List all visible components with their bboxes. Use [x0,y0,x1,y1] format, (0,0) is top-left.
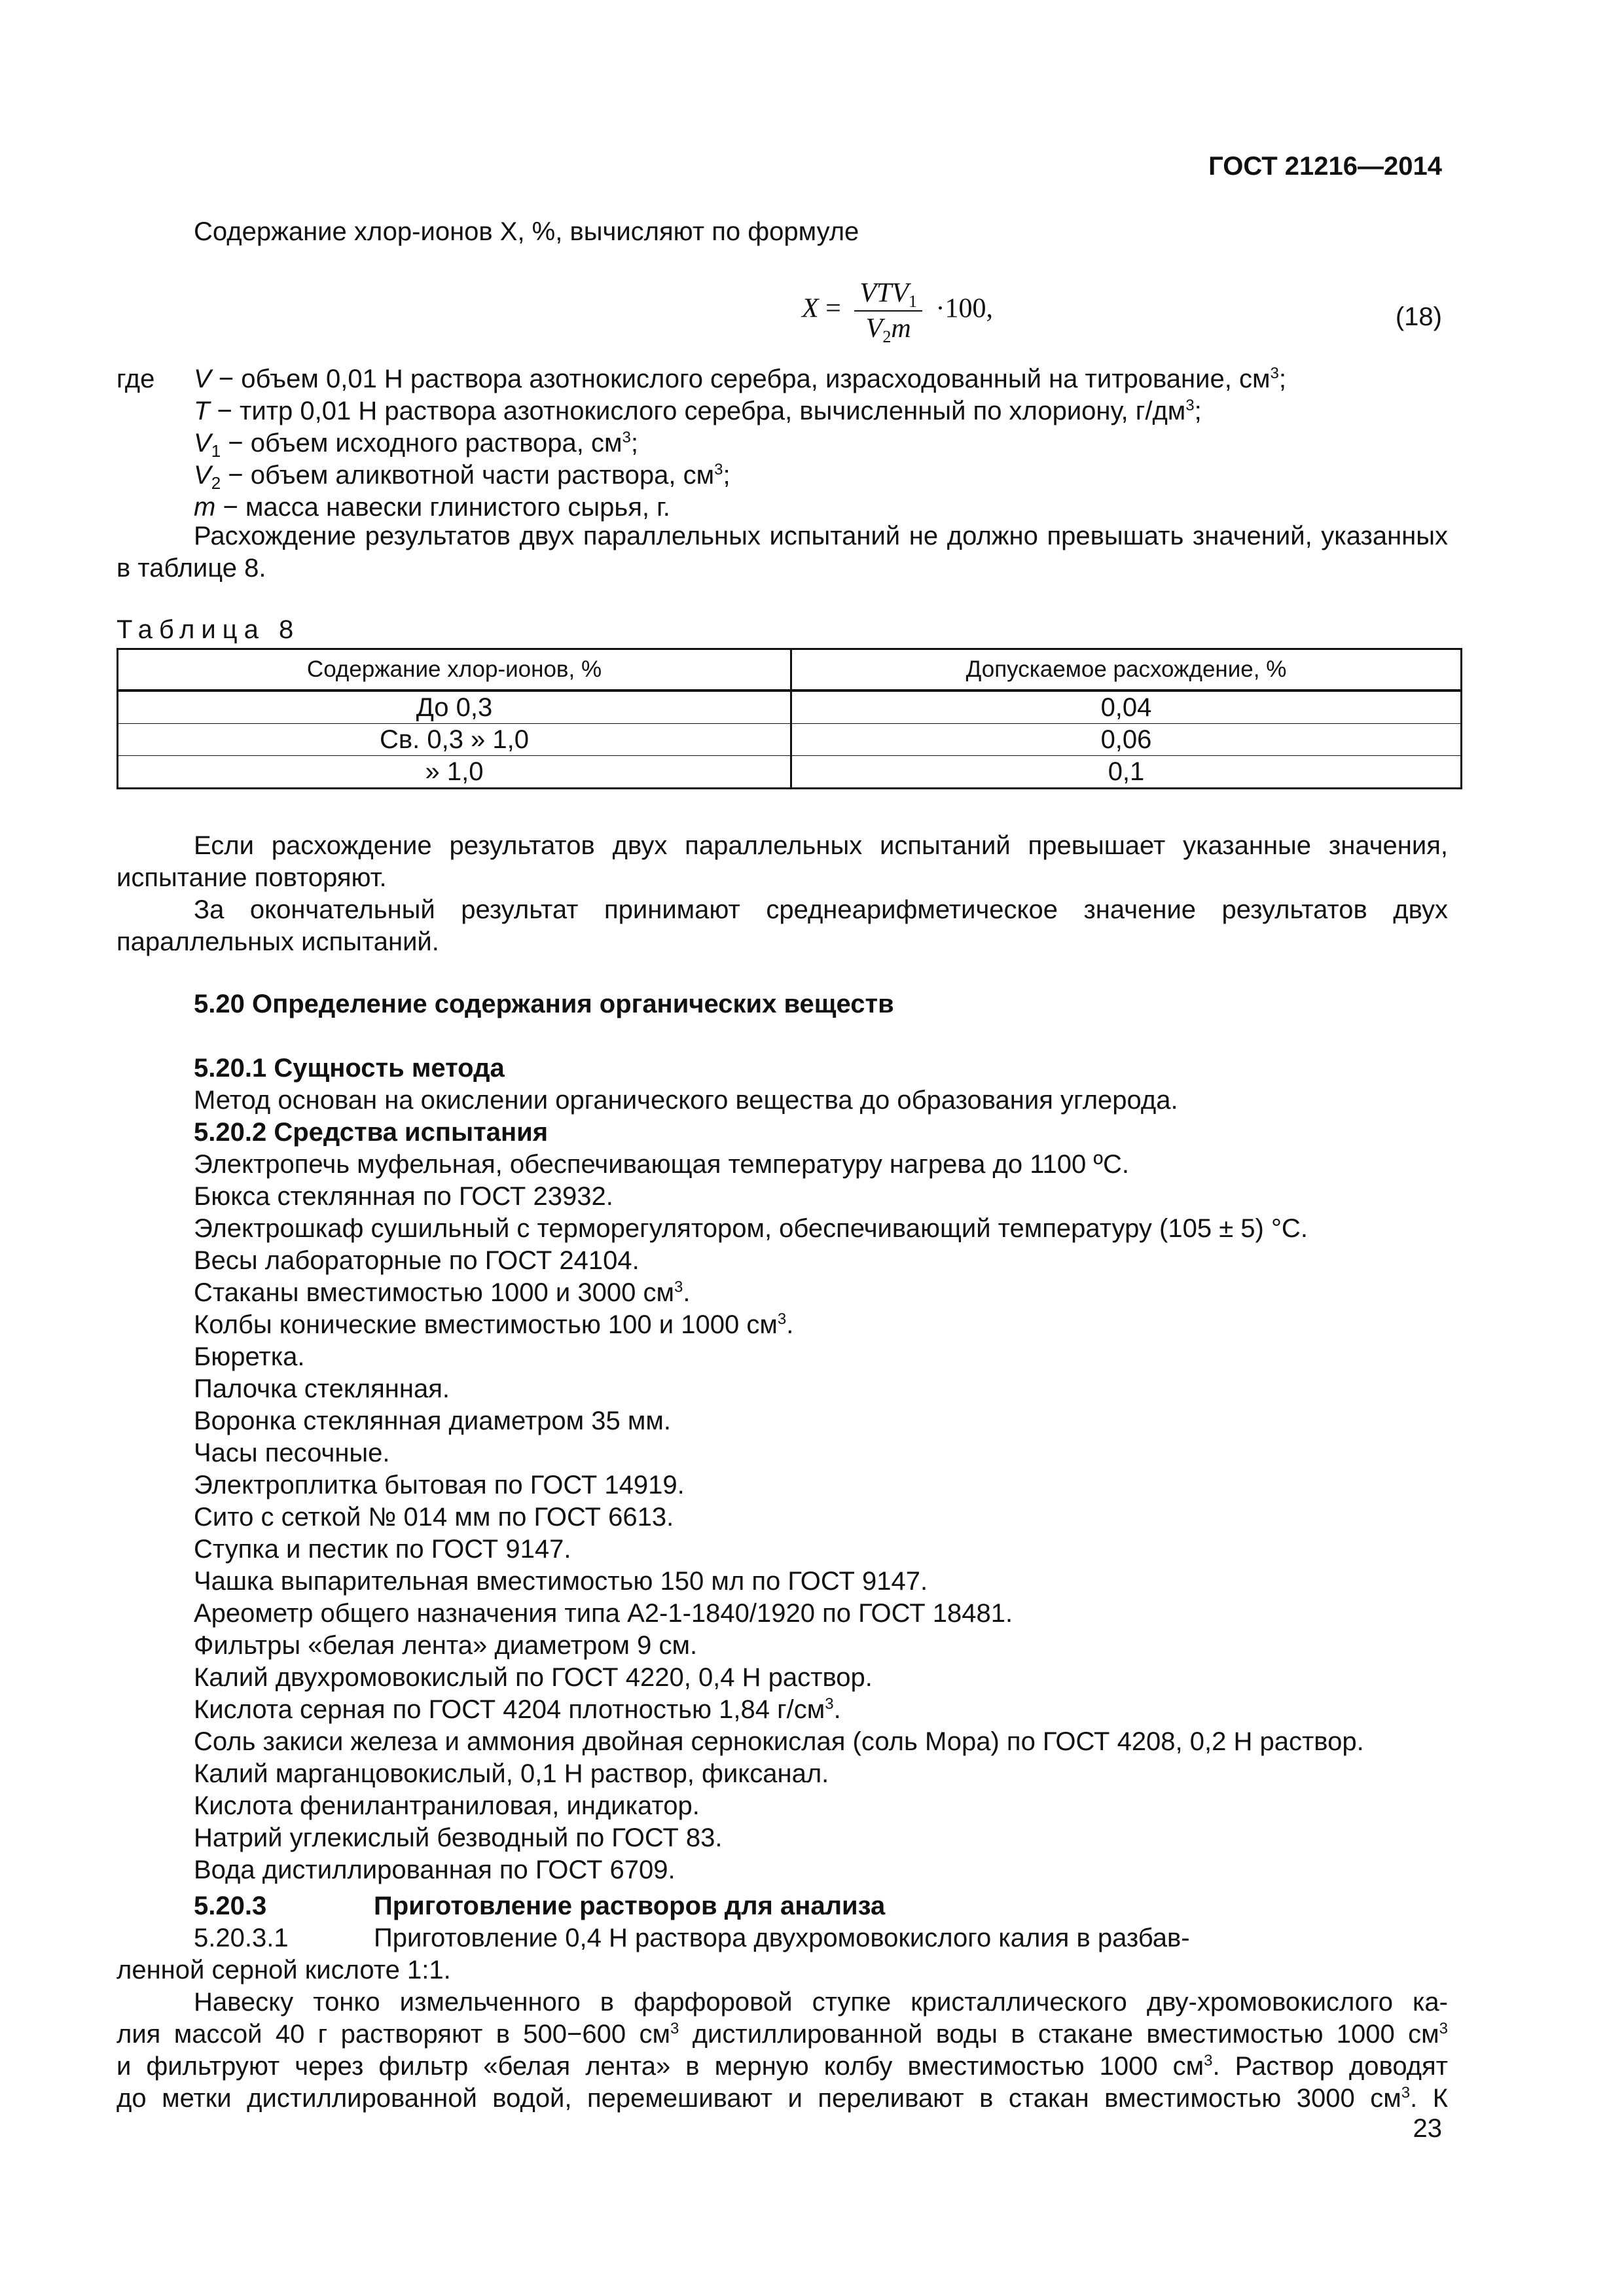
where-text: − объем аликвотной части раствора, см [221,461,715,490]
where-symbol: V [194,429,211,457]
page-number: 23 [1413,2114,1442,2143]
where-item [194,459,731,492]
equipment-text: Чашка выпарительная вместимостью 150 мл по ГОСТ 9147. [194,1567,928,1596]
equipment-item [194,1149,1129,1181]
where-item [194,395,1202,427]
equipment-text: Колбы конические вместимостью 100 и 1000 см [194,1310,778,1339]
formula-fraction [854,278,922,344]
equipment-text: Калий марганцовокислый, 0,1 Н раствор, фиксанал. [194,1759,829,1788]
where-end: ; [630,429,638,457]
equipment-sup: 3 [674,1278,683,1296]
table-cell: » 1,0 [118,756,791,789]
equipment-sup: 3 [777,1310,787,1328]
where-end: ; [1278,365,1286,393]
formula-numerator [854,278,922,312]
section-5-20-1-text: Метод основан на окислении органического вещества до образования углерода. [194,1086,1178,1115]
equipment-item [194,1245,640,1277]
formula-eq: = [825,293,841,324]
where-text: − объем исходного раствора, см [221,429,623,457]
where-label: где [117,365,155,393]
equipment-item [194,1437,390,1469]
table-cell: До 0,3 [118,691,791,724]
section-5-20-3-1-text: Приготовление 0,4 Н раствора двухромовокислого калия в разбав- [374,1924,1190,1952]
equipment-item [194,1373,450,1405]
equipment-item [194,1822,723,1854]
equipment-text: Калий двухромовокислый по ГОСТ 4220, 0,4 Н раствор. [194,1663,873,1692]
where-item [194,363,1286,395]
where-symbol: V [194,365,211,393]
para-final: За окончательный результат принимают среднеарифметическое значение результатов двух параллельных испытаний. [117,895,1448,956]
section-5-20-1-title: 5.20.1 Сущность метода [194,1054,505,1083]
where-symbol: T [194,397,210,425]
equipment-item [194,1534,571,1566]
equipment-item [194,1341,304,1373]
equipment-text: Соль закиси железа и аммония двойная сернокислая (соль Мора) по ГОСТ 4208, 0,2 Н раствор. [194,1727,1364,1756]
equipment-item [194,1501,674,1534]
table-row [118,724,1462,756]
final-text: . Раствор доводят [1212,2052,1449,2081]
final-line [117,2083,1448,2115]
equation-number: (18) [1395,302,1442,331]
equipment-item [194,1758,829,1790]
equipment-item [194,1181,613,1213]
numerator-text: VTV [859,278,909,308]
final-line [117,2051,1448,2083]
denominator-v: V [865,314,883,344]
equipment-text: Часы песочные. [194,1439,390,1467]
equipment-text: Бюретка. [194,1342,305,1371]
equipment-item [194,1469,685,1501]
equipment-text: Ареометр общего назначения типа А2-1-1840/1920 по ГОСТ 18481. [194,1599,1013,1628]
where-end: ; [723,461,731,490]
where-end: ; [1194,397,1202,425]
section-5-20-3-1-number: 5.20.3.1 [194,1924,289,1952]
intro-text: Содержание хлор-ионов X, %, вычисляют по формуле [194,217,859,246]
equipment-text: Электропечь муфельная, обеспечивающая температуру нагрева до 1100 ºС. [194,1150,1129,1179]
final-sup: 3 [1204,2052,1213,2070]
equipment-text: Ступка и пестик по ГОСТ 9147. [194,1535,571,1564]
section-5-20-3-text: Приготовление растворов для анализа [374,1892,886,1920]
equipment-sup: 3 [825,1695,834,1713]
section-5-20-2-title: 5.20.2 Средства испытания [194,1118,549,1147]
section-5-20-3-title [194,1890,885,1922]
final-line [117,1986,1448,2018]
equipment-text: Электроплитка бытовая по ГОСТ 14919. [194,1471,685,1499]
formula-lhs: X [802,293,819,324]
table-row [118,691,1462,724]
equipment-item [194,1277,690,1309]
standard-header: ГОСТ 21216—2014 [1208,152,1442,181]
equipment-text: Весы лабораторные по ГОСТ 24104. [194,1246,640,1275]
equipment-item [194,1854,676,1886]
final-line [117,2018,1448,2051]
section-5-20-3-1-title [194,1922,1190,1954]
equipment-text: Стаканы вместимостью 1000 и 3000 см [194,1278,674,1307]
section-5-20-3-number: 5.20.3 [194,1892,267,1920]
equipment-text: Палочка стеклянная. [194,1374,450,1403]
denominator-sub: 2 [882,327,892,346]
table-header-row [118,649,1462,691]
formula-18 [802,278,993,344]
final-text: дистиллированной воды в стакане вместимостью 1000 см [679,2020,1439,2049]
where-text: − объем 0,01 Н раствора азотнокислого серебра, израсходованный на титрование, см [211,365,1271,393]
final-text: до метки дистиллированной водой, перемешивают и переливают в стакан вместимостью 3000 см [117,2084,1401,2113]
equipment-text: Воронка стеклянная диаметром 35 мм. [194,1407,672,1435]
where-symbol: m [194,493,216,522]
where-symbol-sub: 1 [211,441,221,461]
table-caption: Таблица 8 [117,615,300,644]
final-text: лия массой 40 г растворяют в 500−600 см [117,2020,670,2049]
equipment-item [194,1405,671,1437]
where-symbol: V [194,461,211,490]
equipment-text: Кислота серная по ГОСТ 4204 плотностью 1,84 г/см [194,1695,825,1724]
final-sup: 3 [1439,2020,1448,2037]
equipment-text: Бюкса стеклянная по ГОСТ 23932. [194,1182,613,1211]
para-discrepancy: Расхождение результатов двух параллельных испытаний не должно превышать значений, указанных в таблице 8. [117,522,1448,583]
denominator-m: m [891,314,911,344]
equipment-end: . [786,1310,794,1339]
where-unit-sup: 3 [622,429,631,446]
equipment-item [194,1694,841,1726]
equipment-end: . [833,1695,841,1724]
table-row [118,756,1462,789]
where-symbol-sub: 2 [211,473,221,493]
table-header-cell: Содержание хлор-ионов, % [118,649,791,691]
where-text: − масса навески глинистого сырья, г. [215,493,670,522]
where-item [194,427,638,459]
section-5-20-title: 5.20 Определение содержания органических веществ [194,990,894,1018]
table-header-cell: Допускаемое расхождение, % [791,649,1462,691]
equipment-item [194,1213,1308,1245]
equipment-text: Вода дистиллированная по ГОСТ 6709. [194,1856,676,1884]
formula-factor: ·100, [935,293,994,324]
equipment-item [194,1790,700,1822]
equipment-item [194,1598,1013,1630]
section-5-20-3-1-text-cont: ленной серной кислоте 1:1. [117,1956,451,1984]
where-unit-sup: 3 [1270,365,1279,382]
final-sup: 3 [670,2020,679,2037]
equipment-text: Сито с сеткой № 014 мм по ГОСТ 6613. [194,1503,674,1532]
final-sup: 3 [1401,2084,1411,2102]
equipment-end: . [683,1278,691,1307]
equipment-item [194,1309,793,1341]
where-text: − титр 0,01 Н раствора азотнокислого серебра, вычисленный по хлориону, г/дм [209,397,1186,425]
para-repeat: Если расхождение результатов двух параллельных испытаний превышает указанные значения, испытание повторяют. [117,831,1448,892]
numerator-sub: 1 [909,292,918,311]
table-cell: 0,06 [791,724,1462,756]
equipment-text: Кислота фенилантраниловая, индикатор. [194,1791,700,1820]
where-unit-sup: 3 [1185,397,1195,414]
where-unit-sup: 3 [714,461,723,478]
final-text: . К [1410,2084,1449,2113]
where-item [194,492,670,524]
final-text: Навеску тонко измельченного в фарфоровой ступке кристаллического дву-хромовокислого ка- [194,1988,1448,2017]
table-cell: 0,04 [791,691,1462,724]
equipment-item [194,1726,1364,1758]
equipment-text: Электрошкаф сушильный с терморегулятором, обеспечивающий температуру (105 ± 5) °С. [194,1214,1308,1243]
equipment-text: Натрий углекислый безводный по ГОСТ 83. [194,1823,723,1852]
equipment-item [194,1566,928,1598]
table-8 [117,648,1462,789]
equipment-item [194,1662,873,1694]
equipment-text: Фильтры «белая лента» диаметром 9 см. [194,1631,698,1660]
table-cell: 0,1 [791,756,1462,789]
formula-denominator [854,312,922,344]
final-text: и фильтруют через фильтр «белая лента» в мерную колбу вместимостью 1000 см [117,2052,1204,2081]
equipment-item [194,1630,697,1662]
table-cell: Св. 0,3 » 1,0 [118,724,791,756]
